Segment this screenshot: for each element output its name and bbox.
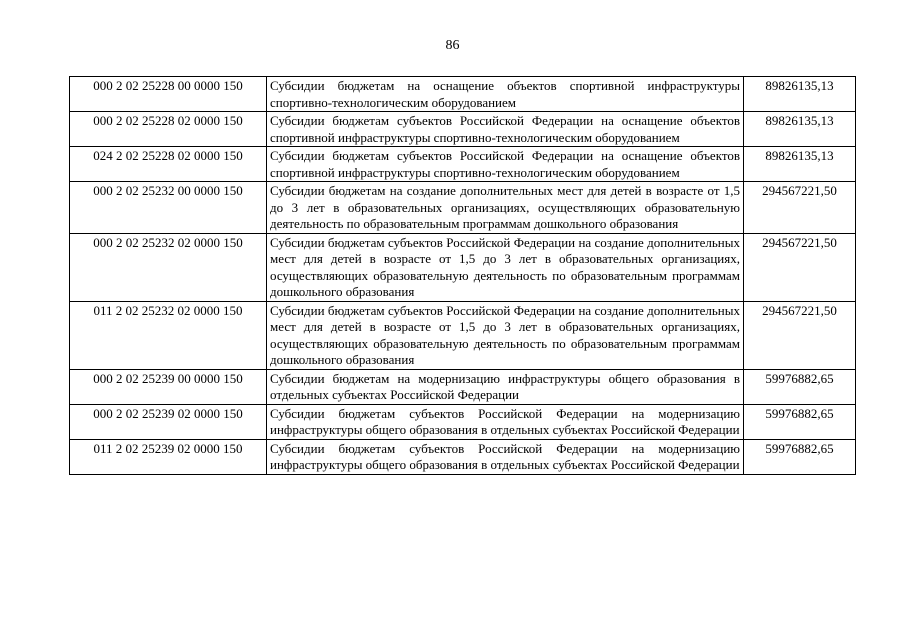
table-row [70,112,856,147]
amount-cell: 294567221,50 [744,182,856,234]
page-number: 86 [445,38,460,53]
amount-cell: 294567221,50 [744,233,856,301]
amount-cell: 89826135,13 [744,112,856,147]
budget-code-cell: 000 2 02 25239 00 0000 150 [70,369,267,404]
table-row [70,77,856,112]
budget-code-cell: 000 2 02 25239 02 0000 150 [70,404,267,439]
description-cell: Субсидии бюджетам субъектов Российской Федерации на модернизацию инфраструктуры общего образования в отдельных субъектах Российской Федерации [267,439,744,474]
description-cell: Субсидии бюджетам субъектов Российской Федерации на модернизацию инфраструктуры общего образования в отдельных субъектах Российской Федерации [267,404,744,439]
table-row [70,182,856,234]
budget-revenue-table [69,76,856,475]
description-cell: Субсидии бюджетам на модернизацию инфраструктуры общего образования в отдельных субъектах Российской Федерации [267,369,744,404]
budget-code-cell: 000 2 02 25232 02 0000 150 [70,233,267,301]
budget-code-cell: 011 2 02 25239 02 0000 150 [70,439,267,474]
table-row [70,233,856,301]
table-row [70,301,856,369]
table-row [70,404,856,439]
budget-code-cell: 000 2 02 25228 02 0000 150 [70,112,267,147]
amount-cell: 59976882,65 [744,404,856,439]
table-row [70,439,856,474]
amount-cell: 89826135,13 [744,77,856,112]
description-cell: Субсидии бюджетам субъектов Российской Федерации на оснащение объектов спортивной инфраструктуры спортивно-технологическим оборудованием [267,147,744,182]
table-body [70,77,856,475]
budget-code-cell: 011 2 02 25232 02 0000 150 [70,301,267,369]
budget-code-cell: 000 2 02 25232 00 0000 150 [70,182,267,234]
table-row [70,147,856,182]
amount-cell: 59976882,65 [744,439,856,474]
description-cell: Субсидии бюджетам субъектов Российской Федерации на оснащение объектов спортивной инфраструктуры спортивно-технологическим оборудованием [267,112,744,147]
table-row [70,369,856,404]
amount-cell: 89826135,13 [744,147,856,182]
amount-cell: 59976882,65 [744,369,856,404]
description-cell: Субсидии бюджетам субъектов Российской Федерации на создание дополнительных мест для детей в возрасте от 1,5 до 3 лет в образовательных организациях, осуществляющих образовательную деятельность по образовательным программам дошкольного образования [267,301,744,369]
description-cell: Субсидии бюджетам на оснащение объектов спортивной инфраструктуры спортивно-технологическим оборудованием [267,77,744,112]
description-cell: Субсидии бюджетам субъектов Российской Федерации на создание дополнительных мест для детей в возрасте от 1,5 до 3 лет в образовательных организациях, осуществляющих образовательную деятельность по образовательным программам дошкольного образования [267,233,744,301]
budget-code-cell: 024 2 02 25228 02 0000 150 [70,147,267,182]
amount-cell: 294567221,50 [744,301,856,369]
description-cell: Субсидии бюджетам на создание дополнительных мест для детей в возрасте от 1,5 до 3 лет в образовательных организациях, осуществляющих образовательную деятельность по образовательным программам дошкольного образования [267,182,744,234]
budget-code-cell: 000 2 02 25228 00 0000 150 [70,77,267,112]
